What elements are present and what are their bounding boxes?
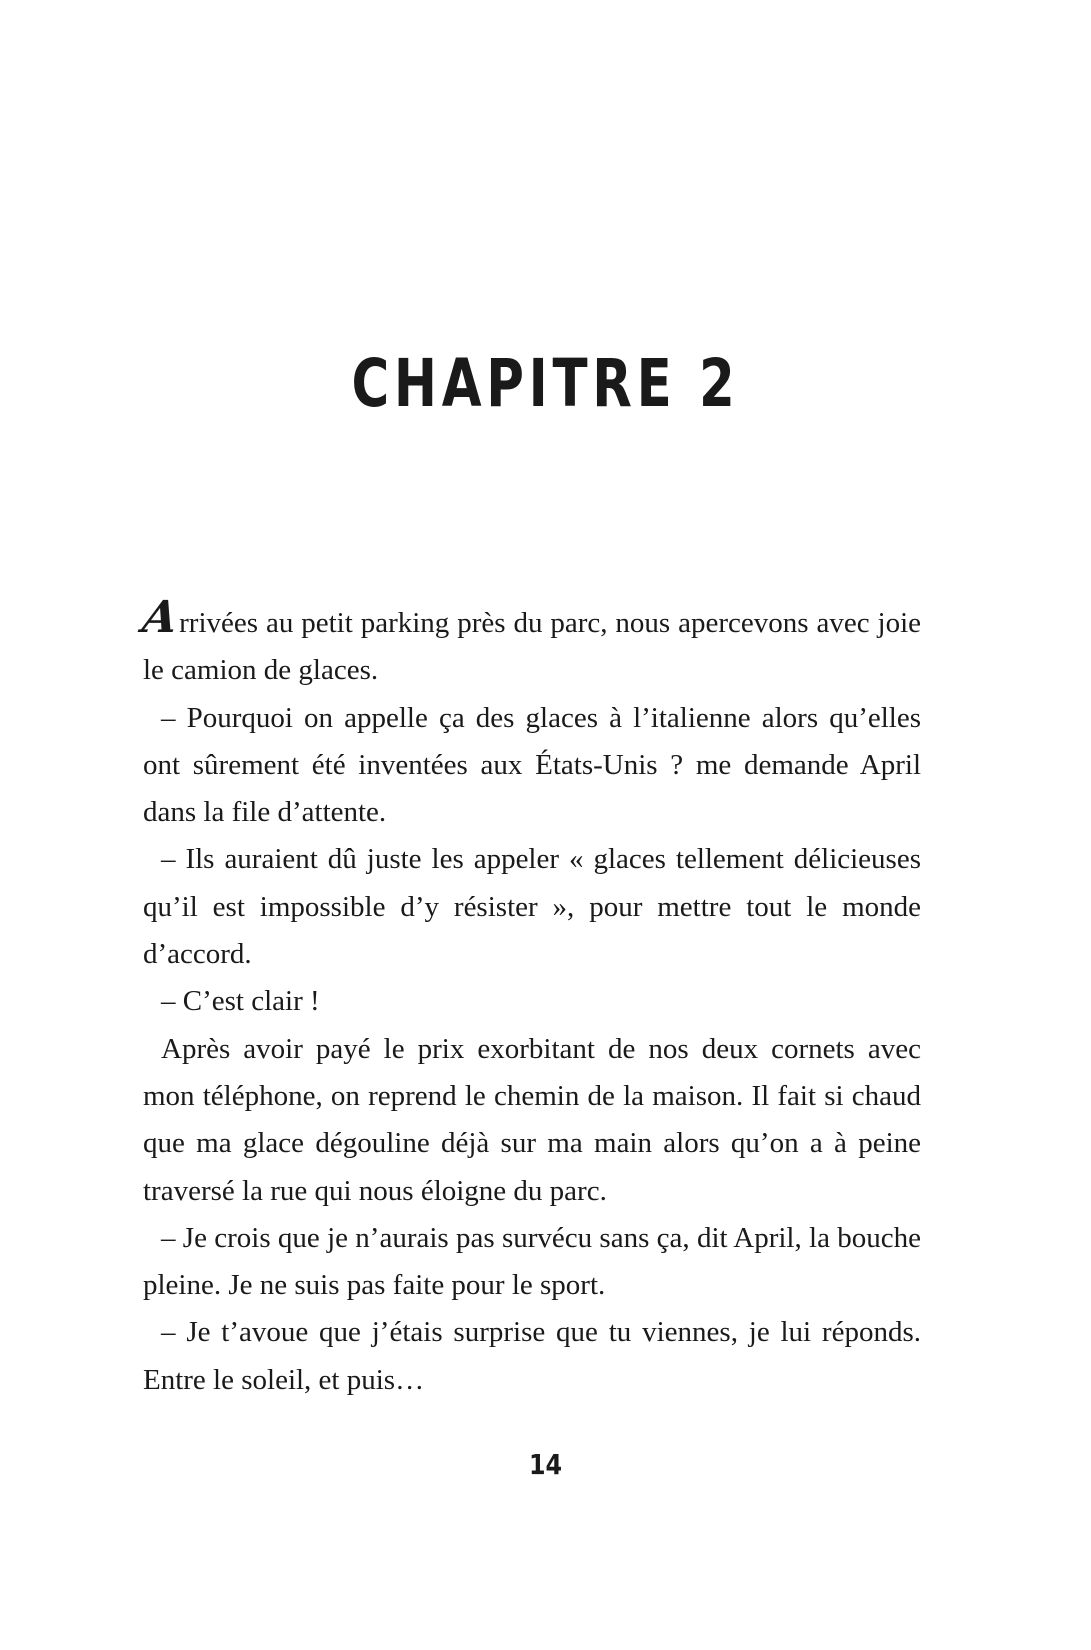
chapter-title: CHAPITRE 2: [351, 345, 740, 422]
paragraph-1-text: rrivées au petit parking près du parc, nous apercevons avec joie le camion de glaces.: [143, 607, 921, 687]
paragraph-6: – Je crois que je n’aurais pas survécu sans ça, dit April, la bouche pleine. Je ne suis pas faite pour le sport.: [143, 1221, 921, 1302]
chapter-body: [139, 592, 921, 1404]
paragraph-2: – Pourquoi on appelle ça des glaces à l’italienne alors qu’elles ont sûrement été inventées aux États-Unis ? me demande April dans la file d’attente.: [143, 701, 921, 829]
paragraph-7: – Je t’avoue que j’étais surprise que tu viennes, je lui réponds. Entre le soleil, et puis…: [143, 1316, 921, 1396]
paragraph-4: – C’est clair !: [161, 985, 320, 1018]
paragraph-3: – Ils auraient dû juste les appeler « glaces tellement délicieuses qu’il est impossible d’y résister », pour mettre tout le monde d’accord.: [143, 843, 921, 971]
paragraph-5: Après avoir payé le prix exorbitant de nos deux cornets avec mon téléphone, on reprend le chemin de la maison. Il fait si chaud que ma glace dégouline déjà sur ma main alors qu’on a à peine traversé la rue qui nous éloigne du parc.: [143, 1032, 921, 1207]
page-number: 14: [528, 1448, 563, 1481]
paragraph-1: [139, 592, 921, 695]
drop-cap: A: [139, 592, 181, 643]
